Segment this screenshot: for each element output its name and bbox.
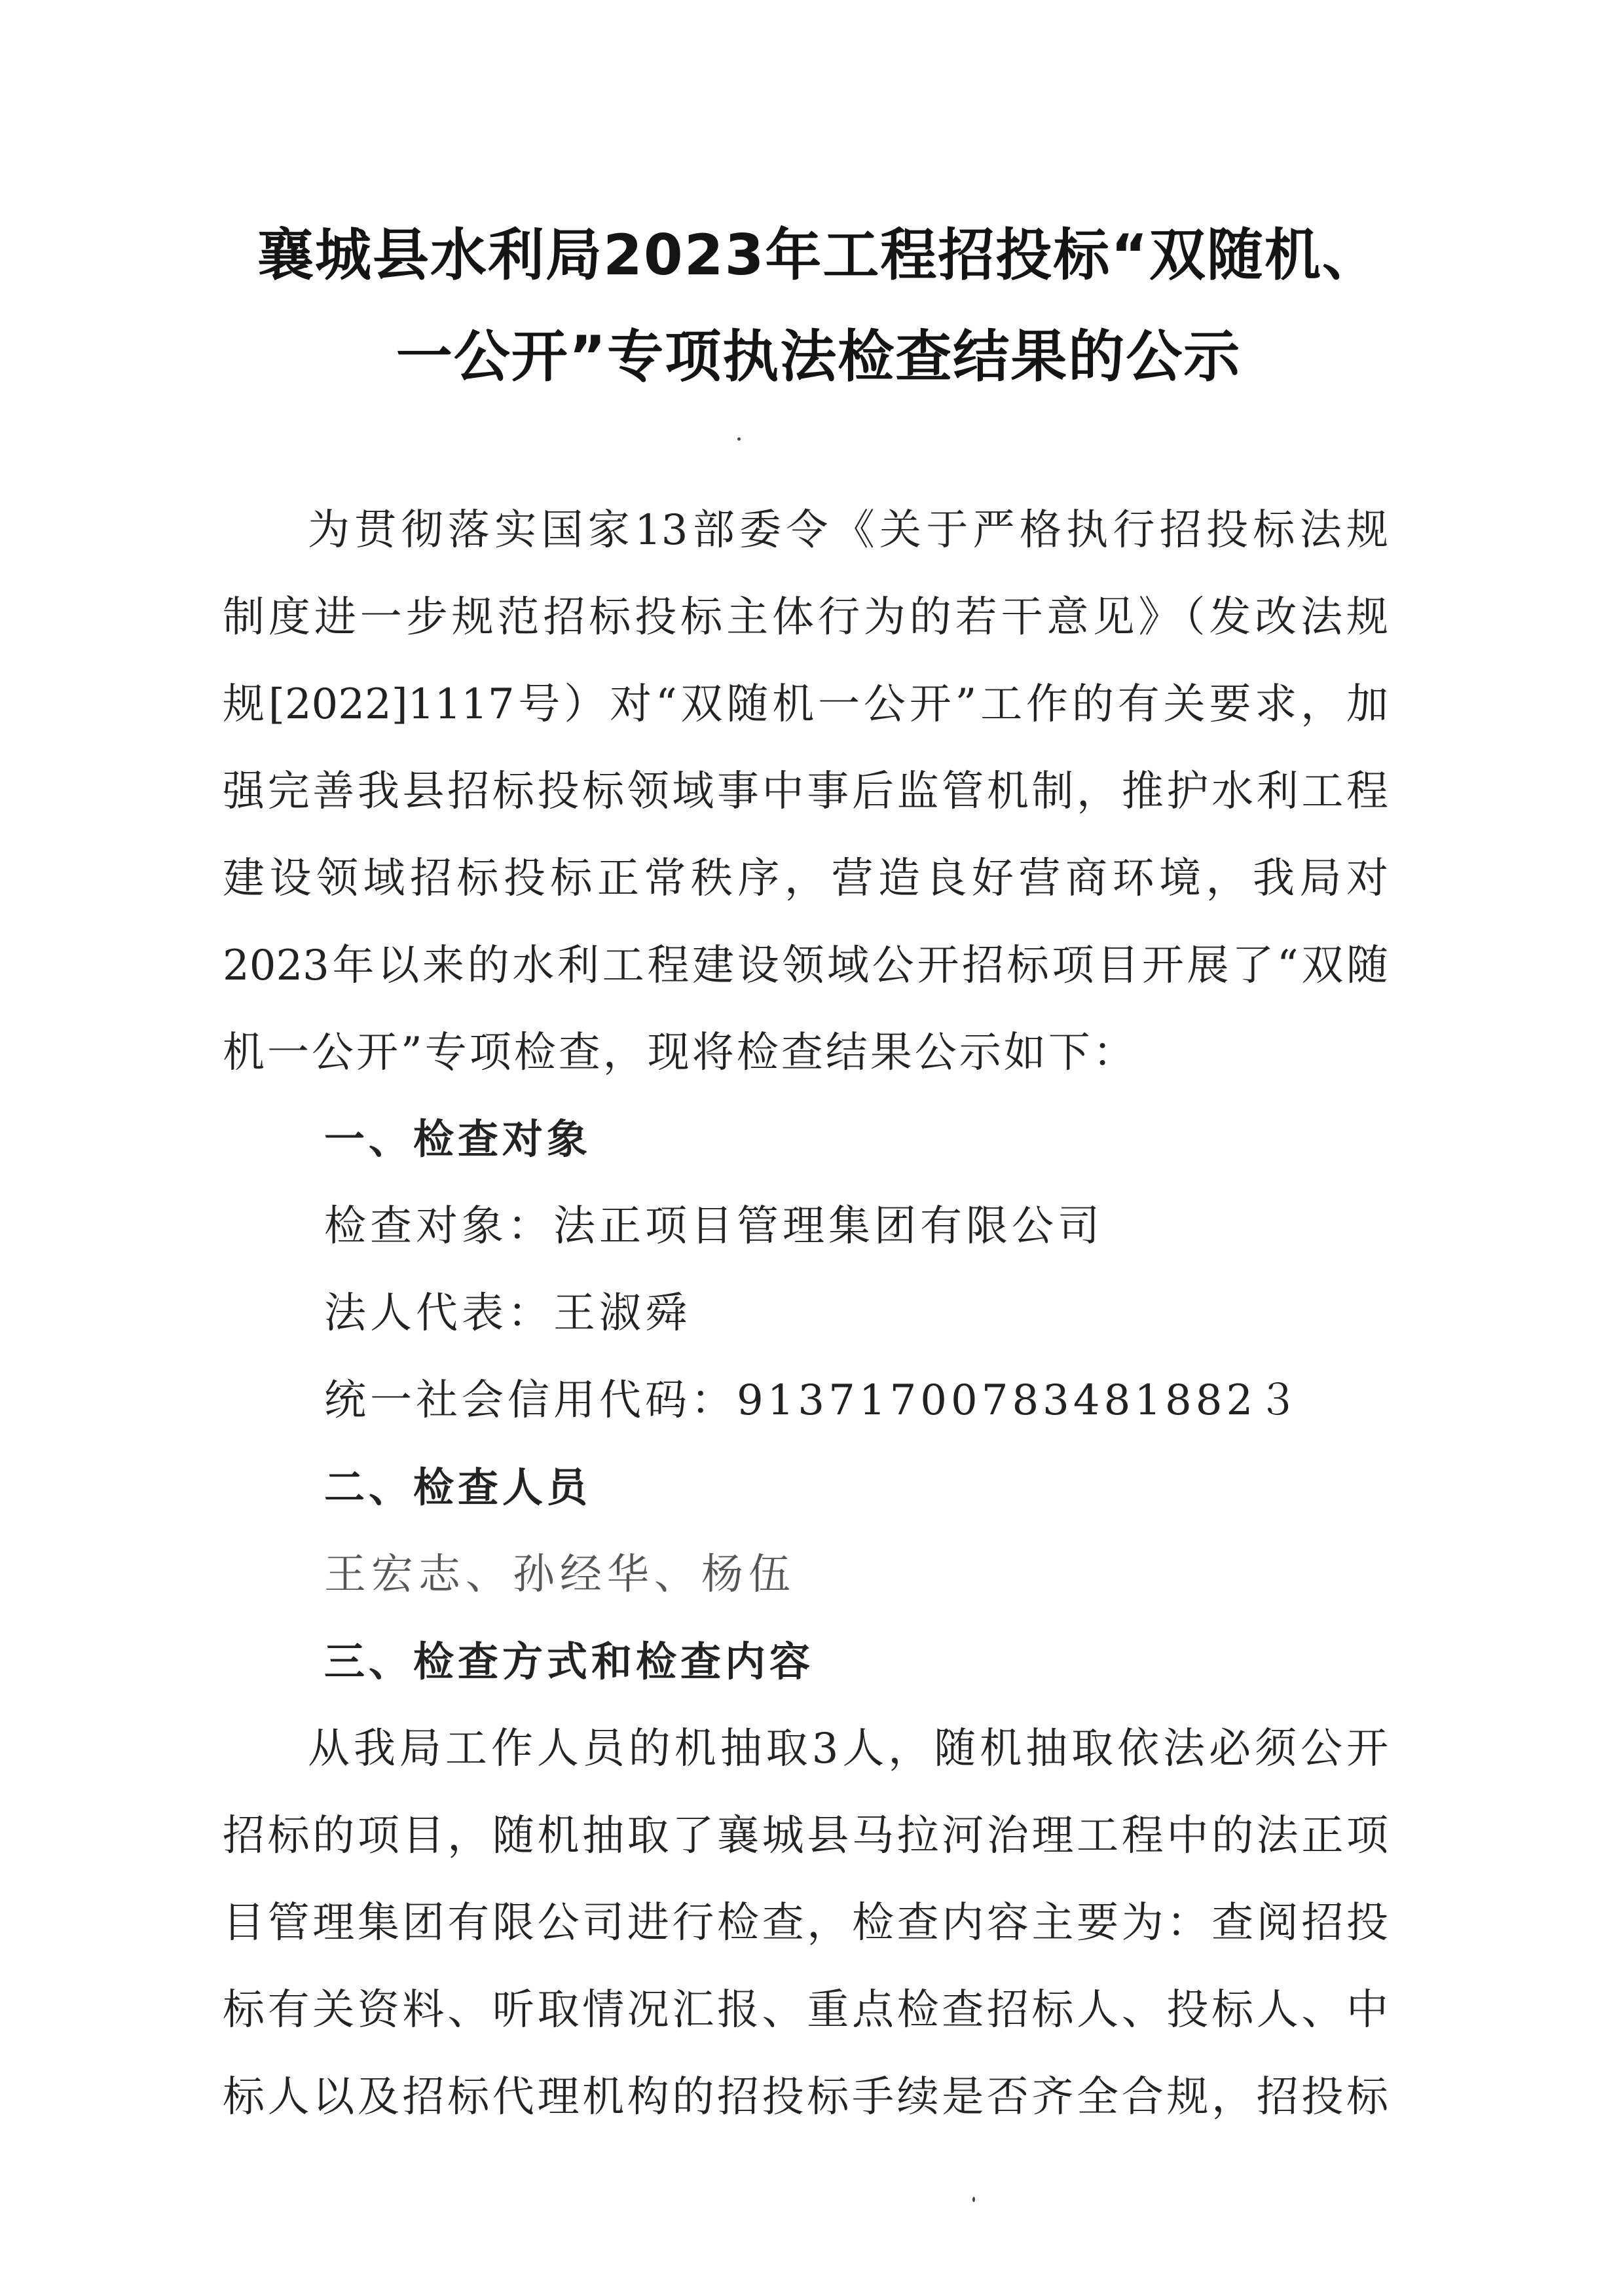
inspection-object: 检查对象：法正项目管理集团有限公司 (324, 1202, 1103, 1251)
intro-line-1: 为贯彻落实国家13部委令《关于严格执行招投标法规 (308, 506, 1388, 555)
intro-line-5: 建设领域招标投标正常秩序，营造良好营商环境，我局对 (223, 854, 1388, 903)
intro-line-2: 制度进一步规范招标投标主体行为的若干意见》（发改法规 (223, 593, 1388, 642)
legal-representative: 法人代表：王淑舜 (324, 1289, 691, 1338)
document-title-line-1: 襄城县水利局2023年工程招投标“双随机、 (257, 223, 1380, 288)
section-3-line-4: 标有关资料、听取情况汇报、重点检查招标人、投标人、中 (223, 1986, 1388, 2034)
section-3-heading: 三、检查方式和检查内容 (324, 1638, 815, 1685)
intro-line-3: 规[2022]1117号）对“双随机一公开”工作的有关要求，加 (223, 680, 1388, 729)
inspector-names: 王宏志、孙经华、杨伍 (324, 1551, 796, 1599)
scan-speck (972, 2197, 975, 2202)
document-title-line-2: 一公开”专项执法检查结果的公示 (396, 324, 1242, 390)
section-1-heading: 一、检查对象 (324, 1115, 592, 1163)
scan-speck (737, 437, 741, 441)
section-2-heading: 二、检查人员 (324, 1463, 592, 1511)
section-3-line-5: 标人以及招标代理机构的招投标手续是否齐全合规，招投标 (223, 2073, 1388, 2121)
intro-line-4: 强完善我县招标投标领域事中事后监管机制，推护水利工程 (223, 767, 1388, 816)
credit-code: 统一社会信用代码：91371700783481882３ (324, 1376, 1303, 1425)
intro-line-6: 2023年以来的水利工程建设领域公开招标项目开展了“双随 (223, 942, 1388, 990)
section-3-line-3: 目管理集团有限公司进行检查，检查内容主要为：查阅招投 (223, 1899, 1388, 1947)
intro-line-7: 机一公开”专项检查，现将检查结果公示如下： (223, 1029, 1137, 1077)
section-3-line-2: 招标的项目，随机抽取了襄城县马拉河治理工程中的法正项 (223, 1812, 1388, 1860)
section-3-line-1: 从我局工作人员的机抽取3人，随机抽取依法必须公开 (308, 1725, 1388, 1773)
